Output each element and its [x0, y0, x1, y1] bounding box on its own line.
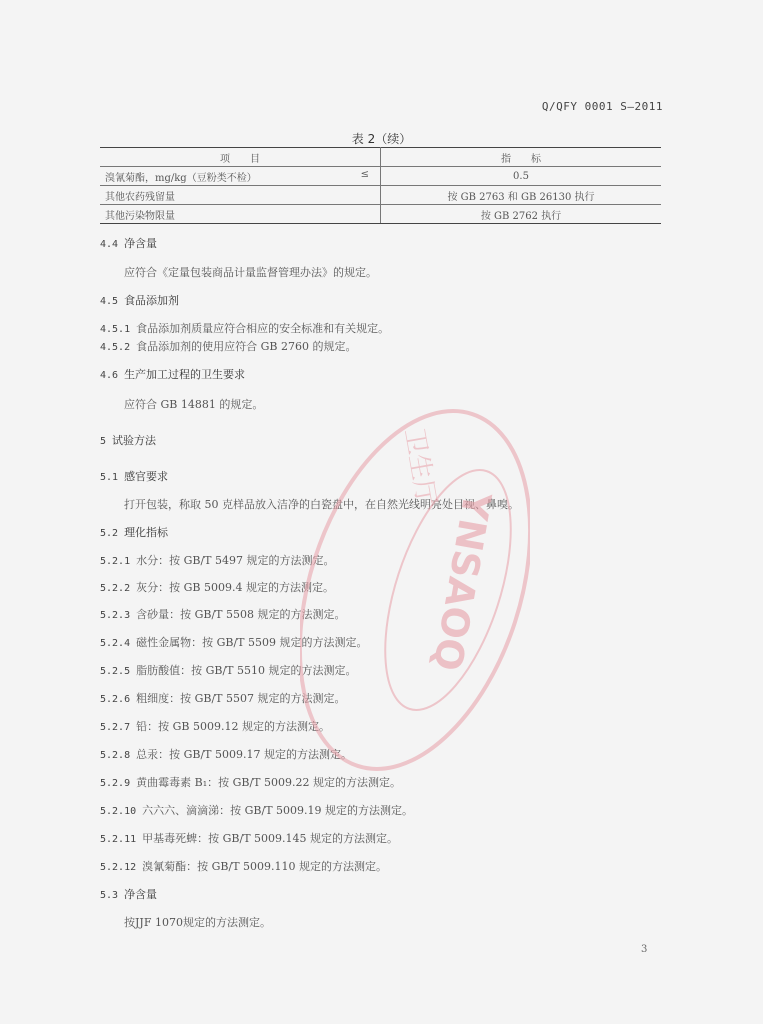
clause: 5.2.6 粗细度：按 GB/T 5507 规定的方法测定。 [100, 692, 346, 705]
clause: 5.2.9 黄曲霉毒素 B₁：按 GB/T 5009.22 规定的方法测定。 [100, 776, 401, 789]
section-heading: 4.4 净含量 [100, 237, 158, 250]
section-heading: 5.1 感官要求 [100, 470, 169, 483]
section-heading: 4.6 生产加工过程的卫生要求 [100, 368, 246, 381]
section-heading: 5.3 净含量 [100, 888, 158, 901]
row-item: 其他污染物限量 [100, 205, 381, 224]
header-index: 指 标 [381, 148, 662, 167]
clause: 5.2.11 甲基毒死蜱：按 GB/T 5009.145 规定的方法测定。 [100, 832, 399, 845]
official-seal-stamp [300, 390, 530, 790]
table-row [100, 205, 661, 224]
paragraph: 应符合 GB 14881 的规定。 [124, 398, 264, 411]
row-item: 溴氰菊酯，mg/kg（豆粉类不检） ≤ [100, 167, 381, 186]
table-caption: 表 2（续） [351, 132, 412, 146]
clause: 5.2.2 灰分：按 GB 5009.4 规定的方法测定。 [100, 581, 334, 594]
row-operator: ≤ [360, 168, 369, 180]
table-row [100, 186, 661, 205]
clause: 5.2.5 脂肪酸值：按 GB/T 5510 规定的方法测定。 [100, 664, 357, 677]
paragraph: 应符合《定量包装商品计量监督管理办法》的规定。 [124, 266, 377, 279]
table-header-row [100, 148, 661, 167]
clause: 5.2.10 六六六、滴滴涕：按 GB/T 5009.19 规定的方法测定。 [100, 804, 414, 817]
clause: 5.2.7 铅：按 GB 5009.12 规定的方法测定。 [100, 720, 330, 733]
clause: 4.5.2 食品添加剂的使用应符合 GB 2760 的规定。 [100, 340, 357, 353]
standards-table [100, 147, 661, 224]
paragraph: 按JJF 1070规定的方法测定。 [124, 916, 271, 929]
paragraph: 打开包装，称取 50 克样品放入洁净的白瓷盘中，在自然光线明亮处目视、鼻嗅。 [124, 498, 519, 511]
seal-text-latin: YNSAOQ [424, 488, 500, 675]
clause: 5.2.12 溴氰菊酯：按 GB/T 5009.110 规定的方法测定。 [100, 860, 388, 873]
section-heading: 5.2 理化指标 [100, 526, 169, 539]
row-value: 按 GB 2763 和 GB 26130 执行 [381, 186, 662, 205]
table-row [100, 167, 661, 186]
clause: 5.2.1 水分：按 GB/T 5497 规定的方法测定。 [100, 554, 335, 567]
clause: 5.2.3 含砂量：按 GB/T 5508 规定的方法测定。 [100, 608, 346, 621]
row-value: 0.5 [381, 167, 662, 186]
clause: 5.2.8 总汞：按 GB/T 5009.17 规定的方法测定。 [100, 748, 352, 761]
clause: 5.2.4 磁性金属物：按 GB/T 5509 规定的方法测定。 [100, 636, 368, 649]
section-heading: 4.5 食品添加剂 [100, 294, 180, 307]
standard-code: Q/QFY 0001 S—2011 [541, 100, 663, 113]
section-heading: 5 试验方法 [100, 434, 157, 447]
header-item: 项 目 [100, 148, 381, 167]
seal-text-chinese: 卫生厅 [398, 426, 442, 509]
row-value: 按 GB 2762 执行 [381, 205, 662, 224]
clause: 4.5.1 食品添加剂质量应符合相应的安全标准和有关规定。 [100, 322, 390, 335]
page-number: 3 [641, 944, 648, 955]
row-item: 其他农药残留量 [100, 186, 381, 205]
